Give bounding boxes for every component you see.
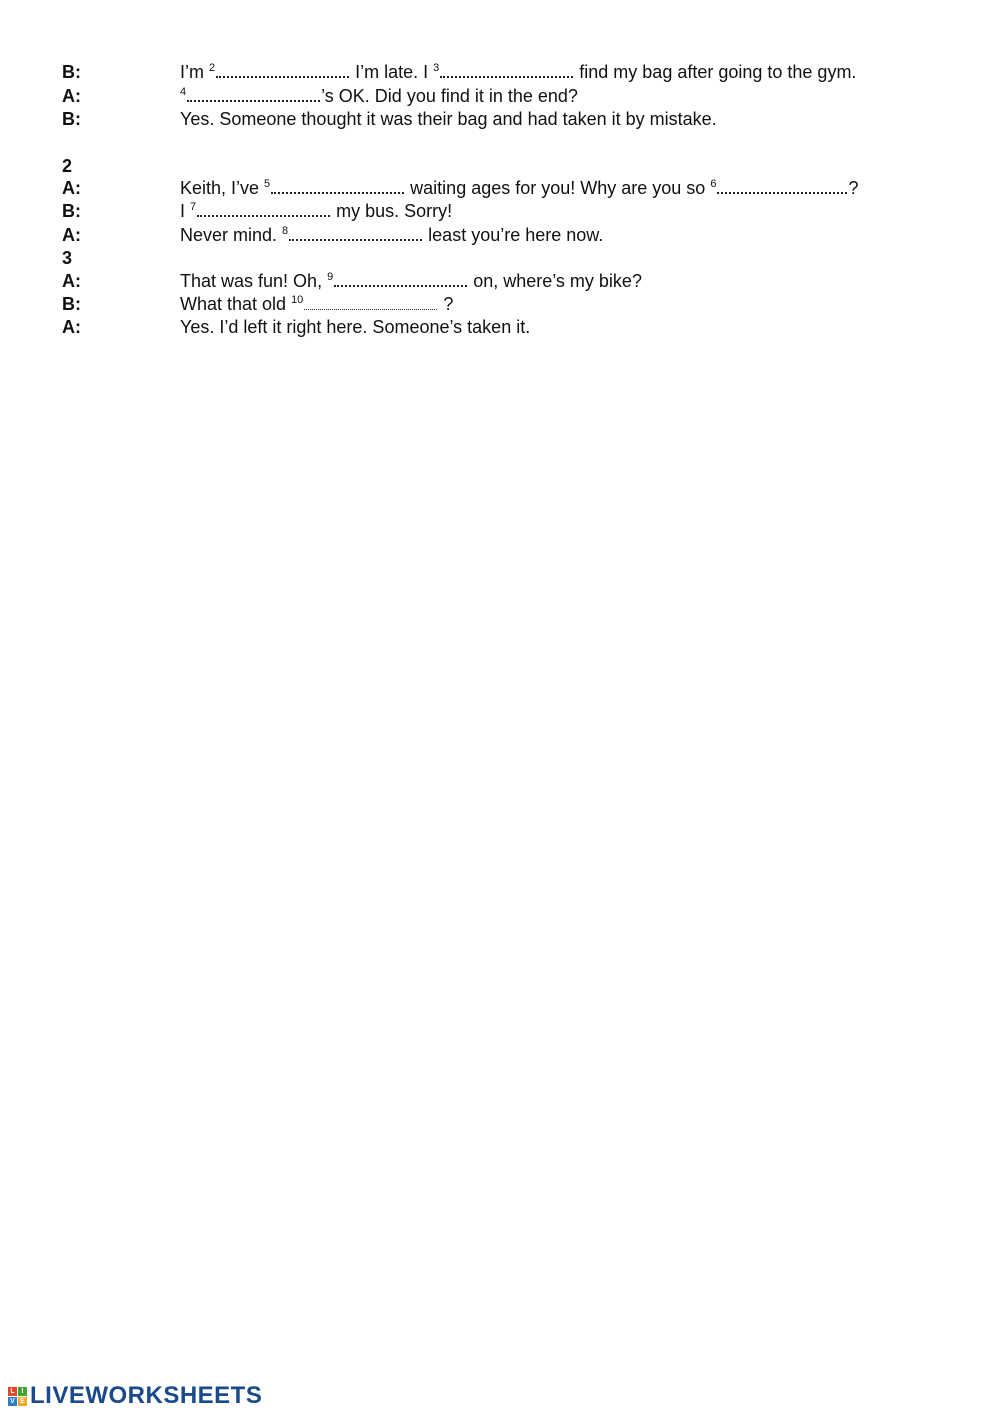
speaker-label: A: — [62, 317, 81, 337]
speaker-label: B: — [62, 201, 81, 221]
blank-number: 7 — [190, 201, 197, 213]
blank-number: 6 — [710, 178, 717, 190]
speaker-label: A: — [62, 178, 81, 198]
dialogue-line — [0, 177, 900, 199]
logo-letter: V — [8, 1397, 17, 1406]
logo-letter: E — [18, 1397, 27, 1406]
dialogue-text: Never mind. $^8$ least you’re here now. — [180, 225, 604, 245]
dialogue-text: Yes. I’d left it right here. Someone’s taken it. — [180, 317, 531, 337]
blank-number: 10 — [291, 294, 304, 306]
blank-number: 5 — [264, 178, 271, 190]
answer-blank-2[interactable] — [216, 62, 349, 78]
answer-blank-4[interactable] — [187, 86, 320, 102]
dialogue-text: That was fun! Oh, $^9$ on, where’s my bike? — [180, 271, 642, 291]
speaker-label: B: — [62, 109, 81, 129]
dialogue-line — [0, 200, 900, 222]
section-number: 3 — [62, 248, 73, 268]
dialogue-line — [0, 316, 900, 338]
blank-number: 3 — [433, 62, 440, 74]
dialogue-text: I’m $^2$ I’m late. I $^3$ find my bag after going to the gym. — [180, 62, 857, 82]
dialogue-text: Yes. Someone thought it was their bag and had taken it by mistake. — [180, 109, 717, 129]
speaker-label: A: — [62, 271, 81, 291]
dialogue-text: Keith, I’ve $^5$ waiting ages for you! Why are you so $^6$ ? — [180, 178, 859, 198]
answer-blank-7[interactable] — [197, 201, 330, 217]
dialogue-line — [0, 108, 900, 130]
answer-blank-8[interactable] — [289, 225, 422, 241]
dialogue-text: What that old $^{10}$ ? — [180, 294, 454, 314]
answer-blank-9[interactable] — [334, 271, 467, 287]
speaker-label: A: — [62, 86, 81, 106]
dialogue-line — [0, 293, 900, 315]
logo-letter: I — [18, 1387, 27, 1396]
logo-mark-icon — [8, 1387, 27, 1406]
answer-blank-6[interactable] — [717, 178, 847, 194]
blank-number: 9 — [327, 271, 334, 283]
dialogue-line — [0, 270, 900, 292]
speaker-label: A: — [62, 225, 81, 245]
answer-blank-10[interactable] — [304, 295, 437, 310]
dialogue-text: $^4$ ’s OK. Did you find it in the end? — [180, 86, 578, 106]
dialogue-line — [0, 85, 900, 107]
dialogue-line — [0, 61, 900, 83]
logo-text: LIVEWORKSHEETS — [30, 1382, 263, 1409]
answer-blank-5[interactable] — [271, 178, 404, 194]
speaker-label: B: — [62, 294, 81, 314]
answer-blank-3[interactable] — [440, 62, 573, 78]
dialogue-text: I $^7$ my bus. Sorry! — [180, 201, 453, 221]
logo-letter: L — [8, 1387, 17, 1396]
liveworksheets-logo — [8, 1382, 262, 1410]
blank-number: 4 — [180, 86, 187, 98]
blank-number: 2 — [209, 62, 216, 74]
blank-number: 8 — [282, 225, 289, 237]
dialogue-line — [0, 224, 900, 246]
section-number: 2 — [62, 156, 73, 176]
speaker-label: B: — [62, 62, 81, 82]
